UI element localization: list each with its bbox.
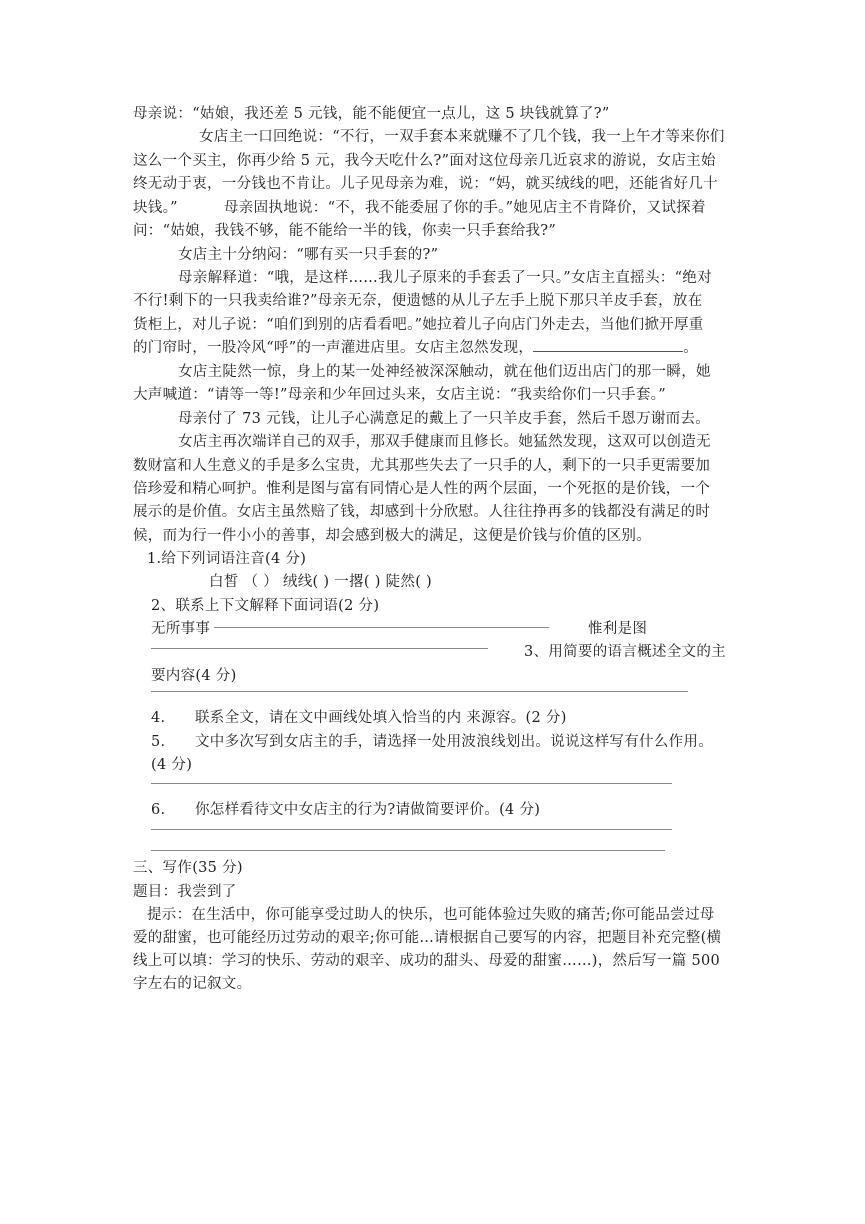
passage-line: 倍珍爱和精心呵护。惟利是图与富有同情心是人性的两个层面，一个死抠的是价钱，一个 [133,481,711,497]
answer-line[interactable] [151,691,688,692]
writing-hint: 字左右的记叙文。 [133,976,252,992]
writing-hint: 爱的甜蜜，也可能经历过劳动的艰辛;你可能…请根据自己要写的内容，把题目补充完整(横 [133,930,722,946]
question-3: 3、用简要的语言概述全文的主 [524,644,726,660]
answer-line[interactable] [151,850,665,851]
question-5-score: (4 分) [151,757,193,773]
question-1-words: 白皙 （ ） 绒线( ) 一撂( ) 陡然( ) [209,574,433,590]
question-3-cont: 要内容(4 分) [151,668,237,684]
passage-line: 数财富和人生意义的手是多么宝贵，尤其那些失去了一只手的人，剩下的一只手更需要加 [133,458,711,474]
passage-line: 候，而为行一件小小的善事，却会感到极大的满足，这便是价钱与价值的区别。 [133,528,651,544]
question-2-term-1: 无所事事 [151,621,211,637]
question-1: 1.给下列词语注音(4 分) [147,551,307,567]
passage-line: 货柜上，对儿子说：“咱们到别的店看看吧。”她拉着儿子向店门外走去，当他们掀开厚重 [133,317,704,333]
answer-line[interactable] [151,829,672,830]
passage-line: 母亲付了 73 元钱，让儿子心满意足的戴上了一只羊皮手套，然后千恩万谢而去。 [178,411,711,427]
writing-hint: 提示：在生活中，你可能享受过助人的快乐，也可能体验过失败的痛苦;你可能品尝过母 [147,907,715,923]
passage-line: 女店主陡然一惊，身上的某一处神经被深深触动，就在他们迈出店门的那一瞬，她 [178,364,711,380]
question-2-term-2: 惟利是图 [588,621,648,637]
passage-line: 女店主一口回绝说：“不行，一双手套本来就赚不了几个钱，我一上午才等来你们 [199,129,725,145]
question-6-number: 6. [151,802,166,818]
passage-line: 展示的是价值。女店主虽然赔了钱，却感到十分欣慰。人往往挣再多的钱都没有满足的时 [133,504,711,520]
writing-title: 题目：我尝到了 [133,884,237,900]
passage-line: 母亲固执地说：“不，我不能委屈了你的手。”她见店主不肯降价，又试探着 [224,200,706,216]
answer-line[interactable] [151,783,672,784]
question-6: 你怎样看待文中女店主的行为?请做简要评价。(4 分) [195,802,541,818]
question-4: 联系全文，请在文中画线处填入恰当的内 来源容。(2 分) [195,710,567,726]
answer-line[interactable] [214,627,549,628]
passage-line: 女店主再次端详自己的双手，那双手健康而且修长。她猛然发现，这双可以创造无 [178,434,711,450]
writing-hint: 线上可以填：学习的快乐、劳动的艰辛、成功的甜头、母爱的甜蜜……)，然后写一篇 500 [133,953,721,969]
passage-line: 女店主十分纳闷：“哪有买一只手套的?” [178,247,439,263]
answer-line[interactable] [151,648,488,649]
passage-line: 母亲解释道：“哦，是这样……我儿子原来的手套丢了一只。”女店主直摇头：“绝对 [178,270,712,286]
passage-line: 块钱。” [133,200,178,216]
passage-text: 。 [683,340,699,356]
question-4-number: 4. [151,710,166,726]
question-5: 文中多次写到女店主的手，请选择一处用波浪线划出。说说这样写有什么作用。 [195,734,713,750]
passage-line: 这么一个买主，你再少给 5 元，我今天吃什么?”面对这位母亲几近哀求的游说，女店主始 [133,153,716,169]
question-2: 2、联系上下文解释下面词语(2 分) [151,598,380,614]
passage-line: 终无动于衷，一分钱也不肯让。儿子见母亲为难，说：“妈，就买绒线的吧，还能省好几十 [133,176,718,192]
passage-line: 母亲说：“姑娘，我还差 5 元钱，能不能便宜一点儿，这 5 块钱就算了?” [133,106,610,122]
passage-text: 的门帘时，一股冷风“呼”的一声灌进店里。女店主忽然发现， [133,340,534,356]
fill-in-blank[interactable] [533,337,683,352]
passage-line [133,337,698,359]
passage-line: 问：“姑娘，我钱不够，能不能给一半的钱，你卖一只手套给我?” [133,223,557,239]
passage-line: 不行!剩下的一只我卖给谁?”母亲无奈，便遗憾的从儿子左手上脱下那只羊皮手套，放在 [133,293,703,309]
writing-heading: 三、写作(35 分) [133,860,243,876]
passage-line: 大声喊道：“请等一等!”母亲和少年回过头来，女店主说：“我卖给你们一只手套。” [133,387,666,403]
question-5-number: 5. [151,734,166,750]
